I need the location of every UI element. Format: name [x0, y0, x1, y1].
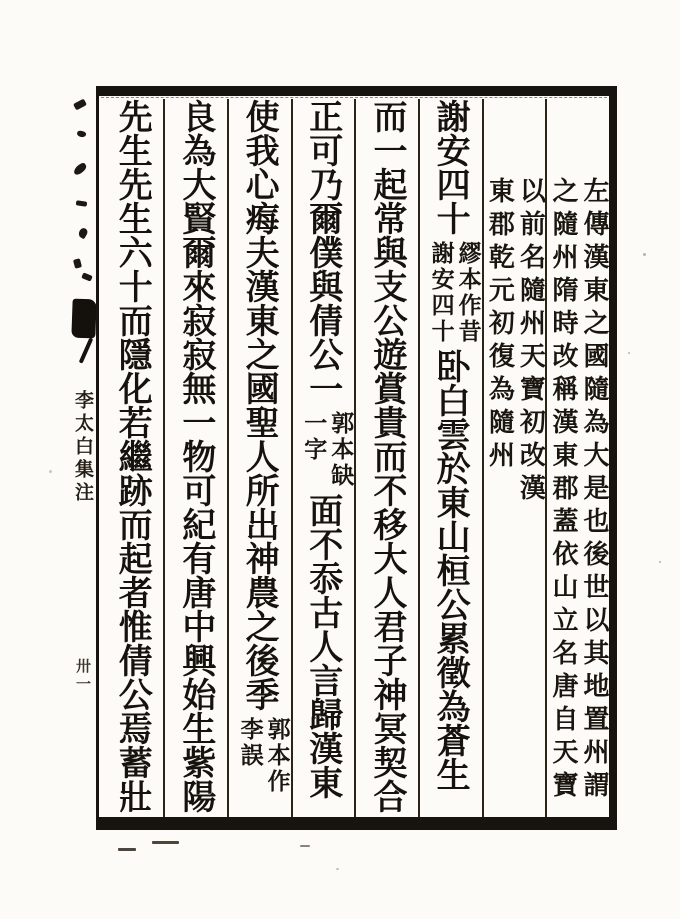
commentary-double-column — [547, 177, 609, 804]
bleed-through-mark — [76, 200, 88, 206]
text-column — [545, 99, 609, 817]
main-text: 良為大賢爾來寂寂無一物可紀有唐中興始生紫陽 — [175, 99, 216, 813]
main-text: 謝安四十 — [430, 99, 471, 235]
ink-blob-tail — [79, 337, 94, 363]
annotation-line: 郭本缺 — [327, 411, 355, 489]
smudge-mark — [118, 848, 136, 851]
annotation-line: 左傳漢東之國隨為大是也後世以其地置州謂 — [579, 177, 609, 804]
main-text: 使我心痗夫漢東之國聖人所出神農之後季 — [239, 99, 280, 711]
bleed-through-mark — [77, 227, 89, 240]
text-column — [418, 99, 482, 817]
text-column — [100, 99, 164, 817]
annotation-line: 李誤 — [236, 717, 264, 769]
bleed-through-mark — [73, 99, 87, 111]
text-column — [227, 99, 291, 817]
smudge-mark — [152, 841, 179, 844]
main-text: 先生先生六十而隱化若繼跡而起者惟倩公焉蓄壯 — [112, 99, 153, 813]
annotation-line: 之隨州隋時改稱漢東郡蓋依山立名唐自天寶 — [548, 177, 578, 804]
folio-number: 卅一 — [74, 658, 92, 694]
fold-title: 李太白集注 — [72, 390, 94, 505]
text-column — [482, 99, 546, 817]
bleed-through-mark — [76, 130, 86, 138]
commentary-double-column — [483, 177, 545, 507]
text-column — [163, 99, 227, 817]
main-text: 卧白雲於東山桓公累徵為蒼生 — [430, 349, 471, 791]
paper-speck — [49, 470, 52, 473]
inline-annotation — [300, 411, 354, 489]
text-column — [354, 99, 418, 817]
annotation-line: 東郡乾元初復為隨州 — [484, 177, 515, 474]
bleed-through-mark — [81, 272, 93, 281]
smudge-mark — [300, 845, 310, 847]
main-text: 而一起常與支公遊賞貴而不移大人君子神冥契合 — [366, 99, 407, 813]
main-text: 面不忝古人言歸漢東 — [302, 493, 343, 799]
annotation-line: 繆本作昔 — [454, 241, 482, 345]
annotation-line: 一字 — [300, 411, 328, 463]
paper-speck — [659, 561, 661, 563]
paper-speck — [628, 352, 630, 354]
annotation-line: 以前名隨州天寶初改漢 — [515, 177, 546, 507]
text-column — [291, 99, 355, 817]
inline-annotation — [237, 717, 291, 795]
annotation-line: 謝安四十 — [427, 241, 455, 345]
annotation-line: 郭本作 — [263, 717, 291, 795]
main-text: 正可乃爾僕與倩公一 — [302, 99, 343, 405]
paper-speck — [336, 868, 339, 870]
bleed-through-mark — [73, 258, 82, 269]
ink-blob — [71, 299, 96, 339]
inline-annotation — [428, 241, 482, 345]
text-columns — [99, 99, 609, 817]
paper-speck — [643, 253, 646, 256]
text-frame — [96, 86, 617, 830]
bleed-through-mark — [72, 162, 88, 177]
